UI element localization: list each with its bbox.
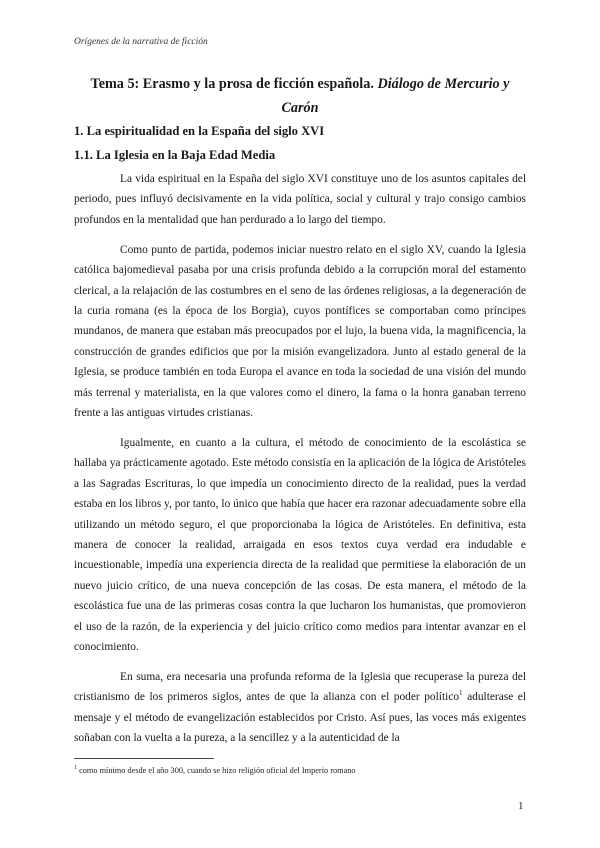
title-italic: Diálogo de Mercurio y Carón — [281, 76, 510, 116]
page-number: 1 — [518, 800, 524, 812]
footnote-divider — [74, 758, 214, 759]
section-heading-1: 1. La espiritualidad en la España del siglo XVI — [74, 124, 325, 138]
footnote-number: 1 — [74, 765, 77, 771]
paragraph-4-text: En suma, era necesaria una profunda reforma de la Iglesia que recuperase la pureza del cristianismo de los primeros siglos, antes de que la alianza con el poder político — [74, 670, 526, 704]
paragraph-4 — [74, 667, 526, 749]
title-main: Tema 5: Erasmo y la prosa de ficción española. — [90, 76, 374, 92]
paragraph-1: La vida espiritual en la España del siglo XVI constituye uno de los asuntos capitales del periodo, pues influyó decisivamente en la vida política, social y cultural y trajo consigo cambios profundos en la mentalidad que han perdurado a lo largo del tiempo. — [74, 173, 526, 226]
footnote — [74, 765, 356, 775]
paragraph-2: Como punto de partida, podemos iniciar nuestro relato en el siglo XV, cuando la Iglesia católica bajomedieval pasaba por una crisis profunda debido a la corrupción moral del estamento clerical, a la relajación de las costumbres en el seno de las órdenes religiosas, a la degeneración de la curia romana (es la época de los Borgia), cuyos pontífices se comportaban como príncipes mundanos, de manera que estaban más preocupados por el lujo, la buena vida, la magnificencia, la construcción de grandes edificios que por la misión evangelizadora. Junto al estado general de la Iglesia, se produce también en toda Europa el avance en toda la sociedad de una visión del mundo más terrenal y materialista, en la que valores como el dinero, la fama o la honra ganaban terreno frente a las antiguas virtudes cristianas. — [74, 243, 526, 419]
running-header: Orígenes de la narrativa de ficción — [74, 37, 208, 47]
paragraph-4-continuation: adulterase el mensaje y el método de evangelización establecidos por Cristo. Así pues, las voces más exigentes soñaban con la vuelta a la pureza, a la sencillez y a la autenticidad de la — [74, 691, 527, 745]
page-title — [74, 72, 526, 120]
body-text — [74, 169, 526, 758]
footnote-reference[interactable]: 1 — [459, 689, 463, 698]
footnote-text: como mínimo desde el año 300, cuando se hizo religión oficial del Imperio romano — [77, 765, 356, 775]
section-heading-1-1: 1.1. La Iglesia en la Baja Edad Media — [74, 148, 276, 162]
paragraph-3: Igualmente, en cuanto a la cultura, el método de conocimiento de la escolástica se hallaba ya prácticamente agotado. Este método consistía en la aplicación de la lógica de Aristóteles a las Sagradas Escrituras, lo que impedía un conocimiento directo de la realidad, pues la verdad estaba en los libros y, por tanto, lo único que había que hacer era razonar adecuadamente sobre ella utilizando un método seguro, el que proporcionaba la lógica de Aristóteles. En definitiva, esta manera de conocer la realidad, arraigada en esos textos cuya verdad era indudable e incuestionable, impedía una experiencia directa de la realidad que permitiese la elaboración de un nuevo juicio crítico, de una nueva concepción de las cosas. De esta manera, el método de la escolástica fue una de las primeras cosas contra la que lucharon los humanistas, que promovieron el uso de la razón, de la experiencia y del juicio crítico como medios para intentar avanzar en el conocimiento. — [74, 436, 526, 653]
